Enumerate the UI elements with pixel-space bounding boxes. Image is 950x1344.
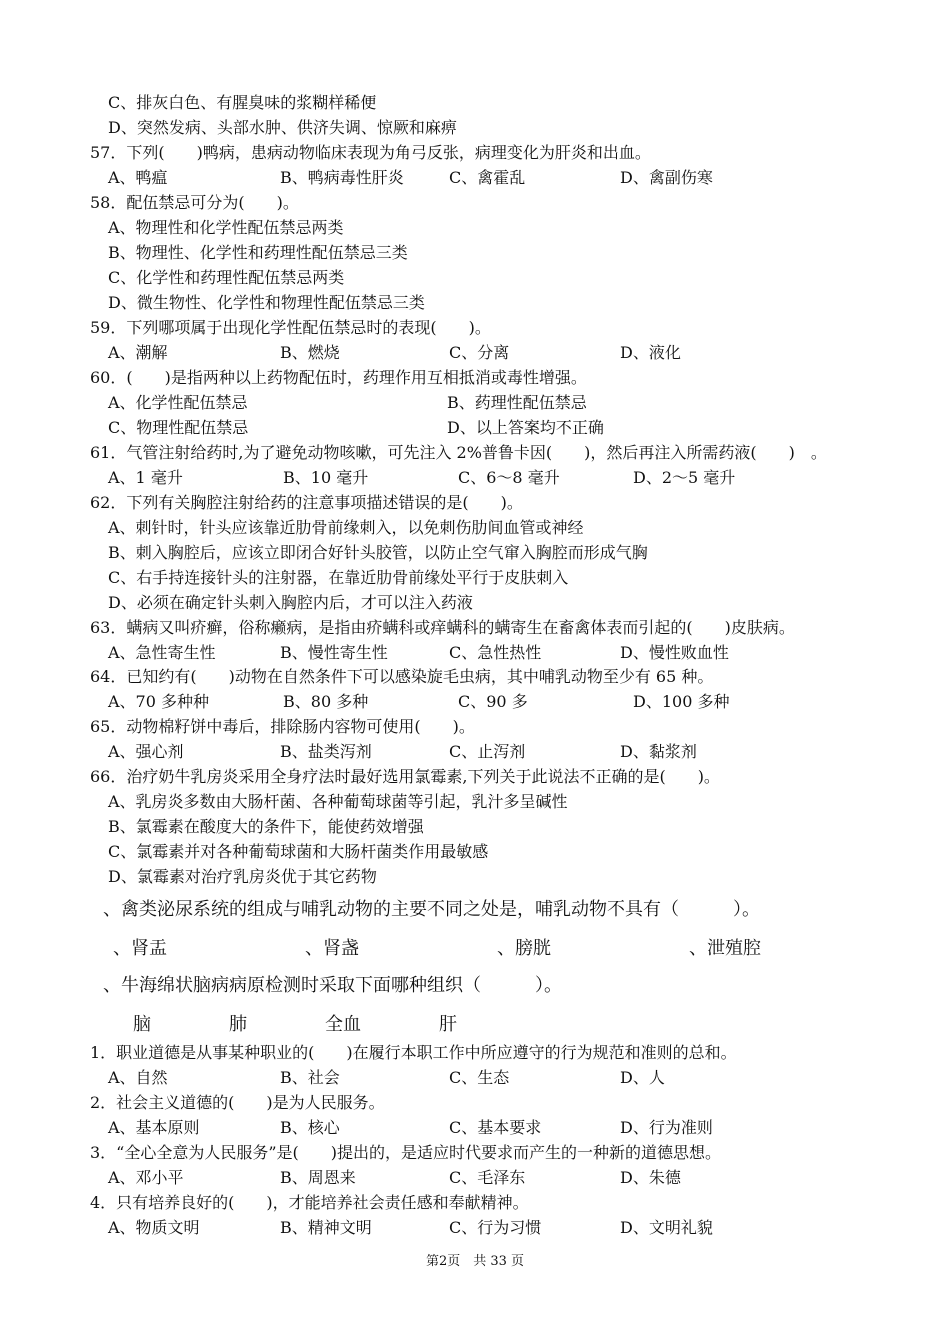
option-c: C、分离: [449, 343, 510, 362]
question-kidney: 、禽类泌尿系统的组成与哺乳动物的主要不同之处是，哺乳动物不具有（ ）。: [103, 899, 760, 920]
option-b: B、80 多种: [283, 692, 369, 711]
option-a: A、鸭瘟: [108, 168, 168, 187]
option-a: A、潮解: [108, 343, 168, 362]
option-line: C、排灰白色、有腥臭味的浆糊样稀便: [108, 93, 377, 112]
option-a: A、物质文明: [108, 1218, 200, 1237]
option-a: A、自然: [108, 1068, 168, 1087]
option-c: C、行为习惯: [449, 1218, 542, 1237]
option-a: A、刺针时，针头应该靠近肋骨前缘刺入，以免刺伤肋间血管或神经: [108, 518, 584, 537]
option-b: B、药理性配伍禁忌: [447, 393, 587, 412]
option-d: D、慢性败血性: [620, 643, 729, 662]
option-b: B、周恩来: [280, 1168, 356, 1187]
option-d: D、微生物性、化学性和物理性配伍禁忌三类: [108, 293, 425, 312]
option-b: B、盐类泻剂: [280, 742, 372, 761]
option-d: D、氯霉素对治疗乳房炎优于其它药物: [108, 867, 377, 886]
question-62: 62．下列有关胸腔注射给药的注意事项描述错误的是( )。: [90, 493, 523, 512]
option-b: B、燃烧: [280, 343, 340, 362]
option-c: C、生态: [449, 1068, 510, 1087]
option-c: 全血: [325, 1014, 361, 1035]
option-a: A、物理性和化学性配伍禁忌两类: [108, 218, 344, 237]
option-d: D、2～5 毫升: [633, 468, 736, 487]
question-64: 64．已知约有( )动物在自然条件下可以感染旋毛虫病，其中哺乳动物至少有 65 种。: [90, 667, 714, 686]
option-b: B、核心: [280, 1118, 340, 1137]
option-a: A、化学性配伍禁忌: [108, 393, 248, 412]
question-61: 61．气管注射给药时,为了避免动物咳嗽，可先注入 2%普鲁卡因( )，然后再注入所需药液( ) 。: [90, 443, 827, 462]
question-59: 59．下列哪项属于出现化学性配伍禁忌时的表现( )。: [90, 318, 491, 337]
option-d: D、朱德: [620, 1168, 681, 1187]
option-a: A、1 毫升: [108, 468, 183, 487]
option-d: D、以上答案均不正确: [447, 418, 604, 437]
option-c: C、90 多: [458, 692, 528, 711]
option-c: C、化学性和药理性配伍禁忌两类: [108, 268, 345, 287]
option-b: B、鸭病毒性肝炎: [280, 168, 404, 187]
option-a: A、基本原则: [108, 1118, 200, 1137]
question-4: 4．只有培养良好的( )，才能培养社会责任感和奉献精神。: [90, 1193, 529, 1212]
option-b: B、慢性寄生性: [280, 643, 388, 662]
question-65: 65．动物棉籽饼中毒后，排除肠内容物可使用( )。: [90, 717, 475, 736]
option-d: D、行为准则: [620, 1118, 713, 1137]
option-b: B、社会: [280, 1068, 340, 1087]
option-d: 、泄殖腔: [689, 938, 761, 959]
option-c: C、氯霉素并对各种葡萄球菌和大肠杆菌类作用最敏感: [108, 842, 489, 861]
option-c: 、膀胱: [497, 938, 551, 959]
question-63: 63．螨病又叫疥癣，俗称癞病，是指由疥螨科或痒螨科的螨寄生在畜禽体表而引起的( )皮肤病。: [90, 618, 795, 637]
option-c: C、物理性配伍禁忌: [108, 418, 249, 437]
option-c: C、急性热性: [449, 643, 542, 662]
option-c: C、基本要求: [449, 1118, 542, 1137]
option-line: D、突然发病、头部水肿、供济失调、惊厥和麻痹: [108, 118, 457, 137]
option-a: A、急性寄生性: [108, 643, 216, 662]
question-66: 66．治疗奶牛乳房炎采用全身疗法时最好选用氯霉素,下列关于此说法不正确的是( )。: [90, 767, 720, 786]
option-a: 、肾盂: [113, 938, 167, 959]
question-1: 1．职业道德是从事某种职业的( )在履行本职工作中所应遵守的行为规范和准则的总和。: [90, 1043, 737, 1062]
option-b: B、物理性、化学性和药理性配伍禁忌三类: [108, 243, 408, 262]
option-a: 脑: [133, 1014, 151, 1035]
option-d: D、文明礼貌: [620, 1218, 713, 1237]
option-b: B、10 毫升: [283, 468, 369, 487]
option-a: A、70 多种种: [108, 692, 210, 711]
option-c: C、禽霍乱: [449, 168, 526, 187]
option-b: 、肾盏: [305, 938, 359, 959]
option-b: B、精神文明: [280, 1218, 372, 1237]
option-d: D、必须在确定针头刺入胸腔内后，才可以注入药液: [108, 593, 473, 612]
option-d: D、禽副伤寒: [620, 168, 713, 187]
question-58: 58．配伍禁忌可分为( )。: [90, 193, 299, 212]
option-c: C、毛泽东: [449, 1168, 526, 1187]
option-a: A、乳房炎多数由大肠杆菌、各种葡萄球菌等引起，乳汁多呈碱性: [108, 792, 568, 811]
question-60: 60．( )是指两种以上药物配伍时，药理作用互相抵消或毒性增强。: [90, 368, 587, 387]
option-d: 肝: [439, 1014, 457, 1035]
question-bse: 、牛海绵状脑病病原检测时采取下面哪种组织（ ）。: [103, 975, 562, 996]
page-footer: 第2页 共 33 页: [425, 1254, 525, 1269]
option-a: A、邓小平: [108, 1168, 184, 1187]
option-d: D、人: [620, 1068, 665, 1087]
option-c: C、止泻剂: [449, 742, 526, 761]
option-c: C、6～8 毫升: [458, 468, 560, 487]
option-b: 肺: [229, 1014, 247, 1035]
option-d: D、100 多种: [633, 692, 730, 711]
question-3: 3．“全心全意为人民服务”是( )提出的，是适应时代要求而产生的一种新的道德思想。: [90, 1143, 722, 1162]
option-d: D、黏浆剂: [620, 742, 697, 761]
question-2: 2．社会主义道德的( )是为人民服务。: [90, 1093, 385, 1112]
option-c: C、右手持连接针头的注射器，在靠近肋骨前缘处平行于皮肤刺入: [108, 568, 569, 587]
question-57: 57．下列( )鸭病，患病动物临床表现为角弓反张，病理变化为肝炎和出血。: [90, 143, 651, 162]
option-b: B、刺入胸腔后，应该立即闭合好针头胶管，以防止空气窜入胸腔而形成气胸: [108, 543, 648, 562]
option-d: D、液化: [620, 343, 681, 362]
option-a: A、强心剂: [108, 742, 184, 761]
option-b: B、氯霉素在酸度大的条件下，能使药效增强: [108, 817, 424, 836]
